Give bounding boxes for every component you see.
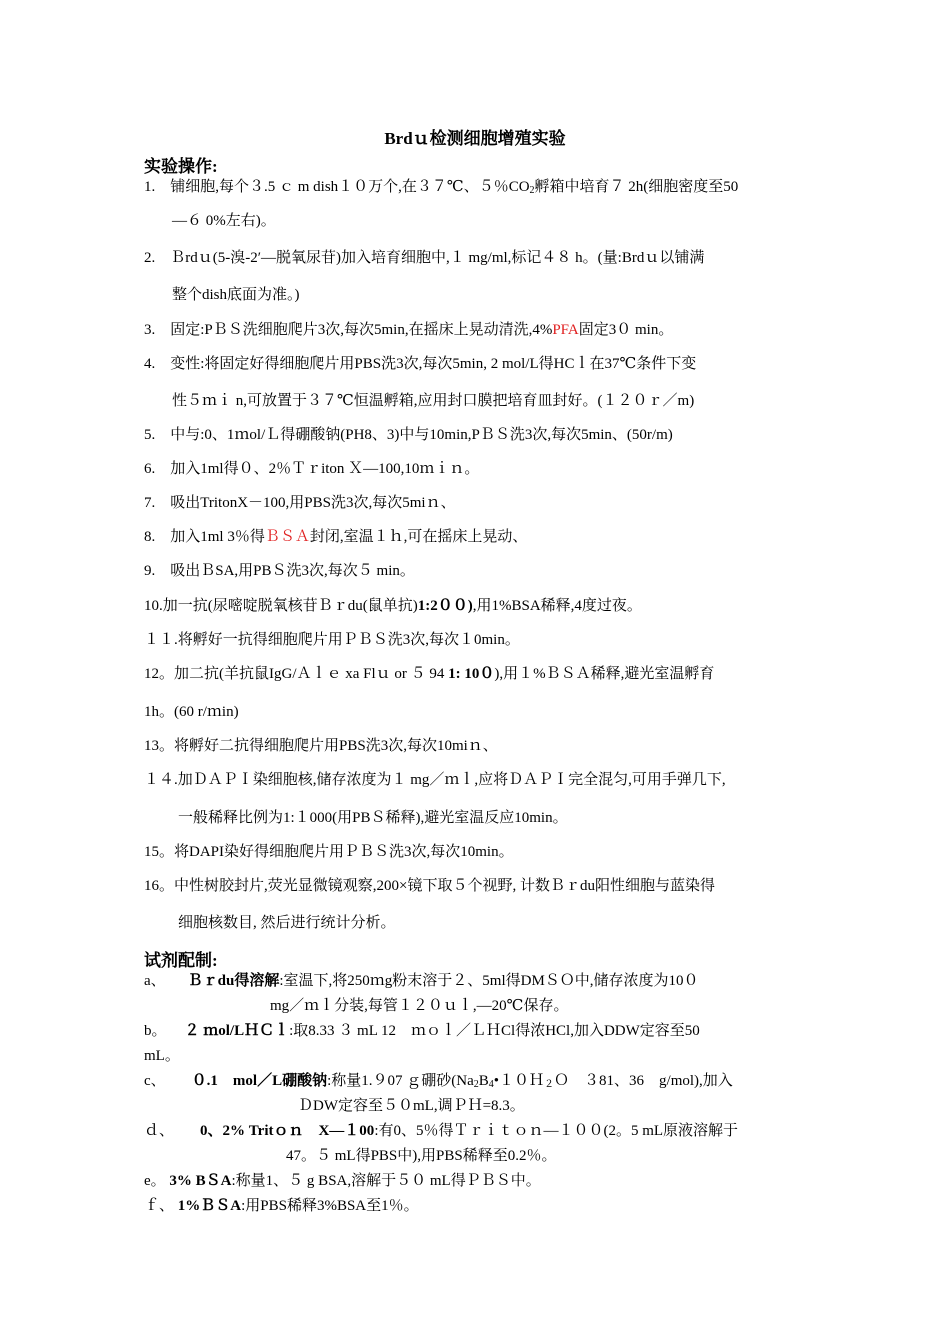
step-2-line-1: 2. Ｂrdｕ(5-溴-2′—脱氧尿苷)加入培育细胞中,１ mg/ml,标记４８ h。(量:Brdｕ以铺满 bbox=[144, 250, 705, 266]
step-2-line-2: 整个dish底面为准。) bbox=[172, 287, 300, 303]
highlight-bsa: ＢＳＡ bbox=[264, 529, 310, 545]
step-6-line: 6. 加入1ml得０、2％Ｔｒiton Ｘ—100,10ｍｉｎ。 bbox=[144, 461, 480, 477]
step-4-line-2: 性５ｍｉ n,可放置于３７℃恒温孵箱,应用封口膜把培育皿封好。(１２０ｒ／m) bbox=[172, 393, 695, 409]
reagent-f-line: ｆ、 1%ＢＳA:用PBS稀释3%BSA至1％。 bbox=[144, 1198, 419, 1214]
step-7-line: 7. 吸出TritonX－100,用PBS洗3次,每次5miｎ、 bbox=[144, 495, 456, 511]
step-10-line: 10.加一抗(尿嘧啶脱氧核苷Ｂｒdu(鼠单抗)1:2００),用1%BSA稀释,4度过夜。 bbox=[144, 598, 642, 614]
step-13-line: 13。将孵好二抗得细胞爬片用PBS洗3次,每次10miｎ、 bbox=[144, 738, 498, 754]
step-12-line-1: 12。加二抗(羊抗鼠IgG/Ａｌｅ xa Flｕ or ５ 94 1: 10０),用１%ＢＳＡ稀释,避光室温孵育 bbox=[144, 666, 715, 682]
step-3-line: 3. 固定:PＢＳ洗细胞爬片3次,每次5min,在摇床上晃动清洗,4%PFA固定3０ min。 bbox=[144, 322, 674, 338]
document-title: Brdｕ检测细胞增殖实验 bbox=[384, 129, 566, 148]
step-4-line-1: 4. 变性:将固定好得细胞爬片用PBS洗3次,每次5min, 2 mol/L得HCｌ在37℃条件下变 bbox=[144, 356, 697, 372]
reagent-c-line-1: c、 ０.1 mol／L硼酸钠:称量1.９07 ｇ硼砂($Na_2B_4•10H_2O$ ３81、36 g/mol),加入 bbox=[144, 1073, 733, 1090]
reagent-d-line-2: 47。５ mL得PBS中),用PBS稀释至0.2％。 bbox=[286, 1148, 557, 1164]
section-heading-operation: 实验操作: bbox=[144, 157, 218, 176]
section-heading-reagents: 试剂配制: bbox=[144, 951, 218, 970]
reagent-b-line-1: b。 ２ ｍol/LＨＣｌ:取8.33 ３ mL 12 ｍｏｌ／ＬＨCl得浓HCl,加入DDW定容至50 bbox=[144, 1023, 700, 1039]
step-5-line: 5. 中与:0、1ｍol/Ｌ得硼酸钠(PH8、3)中与10min,PＢＳ洗3次,每次5min、(50r/m) bbox=[144, 427, 673, 443]
step-15-line: 15。将DAPI染好得细胞爬片用ＰＢＳ洗3次,每次10min。 bbox=[144, 844, 514, 860]
reagent-b-line-2: mL。 bbox=[144, 1048, 180, 1064]
reagent-a-line-1: a、 Ｂｒdu得溶解:室温下,将250ｍg粉末溶于２、5ml得DMＳＯ中,储存浓度为10０ bbox=[144, 973, 699, 989]
reagent-c-line-2: ＤDW定容至５０mL,调ＰＨ=8.3。 bbox=[298, 1098, 525, 1114]
step-16-line-1: 16。中性树胶封片,荧光显微镜观察,200×镜下取５个视野, 计数Ｂｒdu阳性细胞与蓝染得 bbox=[144, 878, 715, 894]
step-11-line: １１.将孵好一抗得细胞爬片用ＰＢＳ洗3次,每次１0min。 bbox=[144, 632, 520, 648]
step-14-line-2: 一般稀释比例为1:１000(用PBＳ稀释),避光室温反应10min。 bbox=[178, 810, 568, 826]
step-12-line-2: 1h。(60 r/ｍin) bbox=[144, 704, 239, 720]
highlight-pfa: PFA bbox=[552, 322, 579, 338]
step-14-line-1: １４.加ＤＡＰＩ染细胞核,储存浓度为１ mg／ｍｌ,应将ＤＡＰＩ完全混匀,可用手弹几下, bbox=[144, 772, 726, 788]
reagent-e-line: e。 3% BＳA:称量1、５ g BSA,溶解于５０ mL得ＰＢＳ中。 bbox=[144, 1173, 541, 1189]
step-16-line-2: 细胞核数目, 然后进行统计分析。 bbox=[178, 915, 396, 931]
step-1-line-1: 1. 铺细胞,每个３.5 ｃ m dish１０万个,在３７℃、５％$CO_2$孵箱中培育７ 2h(细胞密度至50 bbox=[144, 179, 739, 196]
step-8-line: 8. 加入1ml 3％得ＢＳＡ封闭,室温１ｈ,可在摇床上晃动、 bbox=[144, 529, 528, 545]
reagent-a-line-2: mg／ｍｌ分装,每管１２０ｕｌ,—20℃保存。 bbox=[270, 998, 569, 1014]
step-1-line-2: —６ 0%左右)。 bbox=[172, 213, 276, 229]
step-9-line: 9. 吸出ＢSA,用PBＳ洗3次,每次５ min。 bbox=[144, 563, 415, 579]
reagent-d-line-1: ｄ、 0、2% Tritｏｎ X—１00:有0、5％得Ｔｒｉｔｏｎ—１００(2。5 mL原液溶解于 bbox=[144, 1123, 739, 1139]
